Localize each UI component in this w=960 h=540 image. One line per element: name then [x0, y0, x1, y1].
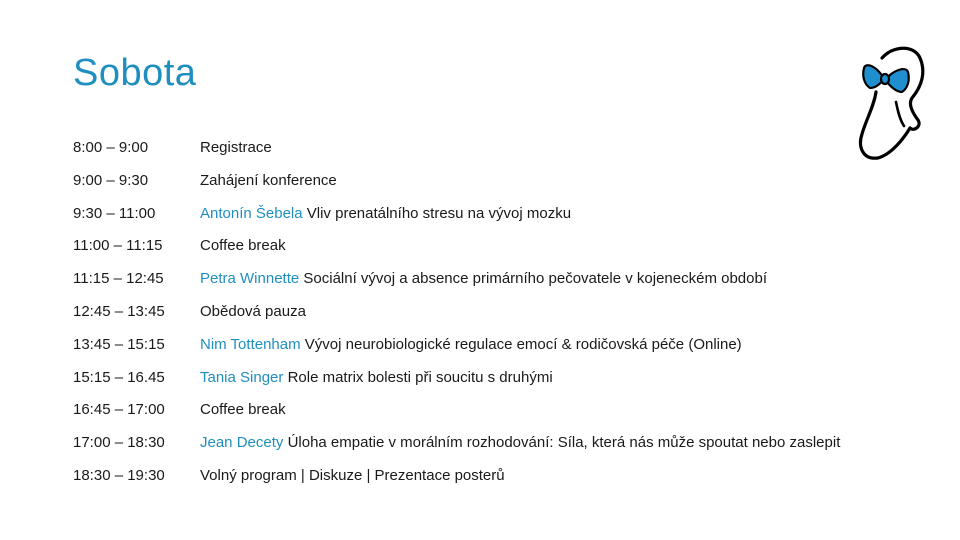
schedule-row	[73, 138, 887, 158]
schedule-time: 11:15 – 12:45	[73, 270, 164, 288]
session-title: Sociální vývoj a absence primárního pečovatele v kojeneckém období	[303, 270, 767, 288]
schedule-row	[73, 236, 887, 256]
schedule-description	[200, 171, 887, 191]
schedule-description	[200, 335, 887, 355]
schedule-time: 9:30 – 11:00	[73, 204, 156, 222]
session-title: Coffee break	[200, 401, 286, 419]
schedule-time: 17:00 – 18:30	[73, 434, 165, 452]
schedule-row	[73, 466, 887, 486]
schedule-description	[200, 269, 887, 289]
schedule-time: 9:00 – 9:30	[73, 171, 149, 189]
session-title: Role matrix bolesti při soucitu s druhými	[287, 368, 553, 386]
schedule-time: 13:45 – 15:15	[73, 335, 165, 353]
schedule-list	[73, 138, 887, 499]
schedule-time: 11:00 – 11:15	[73, 237, 163, 255]
session-title: Registrace	[200, 139, 272, 156]
speaker-name: Antonín Šebela	[200, 204, 303, 222]
schedule-description	[200, 466, 887, 486]
schedule-time: 16:45 – 17:00	[73, 401, 165, 419]
schedule-description	[200, 433, 887, 453]
session-title: Volný program | Diskuze | Prezentace posterů	[200, 466, 505, 484]
speaker-name: Jean Decety	[200, 434, 284, 452]
speaker-name: Nim Tottenham	[200, 335, 301, 353]
schedule-time: 15:15 – 16.45	[73, 368, 165, 386]
schedule-description	[200, 302, 887, 322]
schedule-description	[200, 236, 887, 256]
schedule-row	[73, 368, 887, 388]
schedule-description	[200, 204, 887, 224]
session-title: Zahájení konference	[200, 171, 337, 189]
schedule-row	[73, 400, 887, 420]
schedule-row	[73, 269, 887, 289]
schedule-time: 18:30 – 19:30	[73, 466, 165, 484]
page-title: Sobota	[73, 52, 197, 94]
schedule-description	[200, 400, 887, 420]
schedule-row	[73, 171, 887, 191]
speaker-name: Tania Singer	[200, 368, 284, 386]
speaker-name: Petra Winnette	[200, 270, 300, 288]
schedule-description	[200, 138, 887, 158]
session-title: Obědová pauza	[200, 302, 306, 320]
session-title: Vývoj neurobiologické regulace emocí & rodičovská péče (Online)	[304, 335, 742, 353]
session-title: Coffee break	[200, 237, 286, 255]
schedule-time: 12:45 – 13:45	[73, 302, 165, 320]
schedule-row	[73, 335, 887, 355]
schedule-row	[73, 433, 887, 453]
session-title: Úloha empatie v morálním rozhodování: Síla, která nás může spoutat nebo zaslepit	[287, 434, 841, 452]
schedule-time: 8:00 – 9:00	[73, 139, 149, 156]
session-title: Vliv prenatálního stresu na vývoj mozku	[306, 204, 572, 222]
schedule-row	[73, 302, 887, 322]
schedule-description	[200, 368, 887, 388]
schedule-row	[73, 204, 887, 224]
